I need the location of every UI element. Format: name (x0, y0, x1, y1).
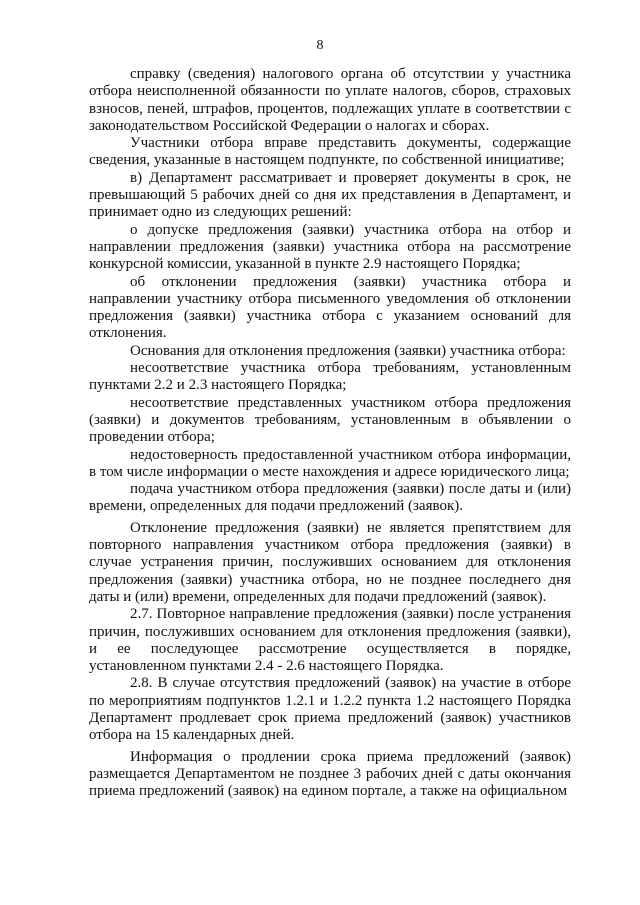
paragraph-ground-documents: несоответствие представленных участником отбора предложения (заявки) и документов требованиям, установленным в объявлении о проведении отбора; (89, 394, 571, 446)
paragraph-ground-requirements: несоответствие участника отбора требованиям, установленным пунктами 2.2 и 2.3 настоящего Порядка; (89, 360, 571, 394)
paragraph-tax-certificate: справку (сведения) налогового органа об отсутствии у участника отбора неисполненной обязанности по уплате налогов, сборов, страховых взносов, пеней, штрафов, процентов, подлежащих уплате в соответствии с законодательством Российской Федерации о налогах и сборах. (89, 66, 571, 134)
paragraph-ground-false-info: недостоверность предоставленной участником отбора информации, в том числе информации о месте нахождения и адресе юридического лица; (89, 446, 571, 480)
paragraph-extension-notice: Информация о продлении срока приема предложений (заявок) размещается Департаментом не позднее 3 рабочих дней с даты окончания приема предложений (заявок) на едином портале, а также на официальном (89, 748, 571, 800)
paragraph-section-2-8: 2.8. В случае отсутствия предложений (заявок) на участие в отборе по мероприятиям подпунктов 1.2.1 и 1.2.2 пункта 1.2 настоящего Порядка Департамент продлевает срок приема предложений (заявок) участников отбора на 15 календарных дней. (89, 675, 571, 744)
paragraph-rejection-grounds-heading: Основания для отклонения предложения (заявки) участника отбора: (130, 342, 566, 359)
paragraph-review-deadline: в) Департамент рассматривает и проверяет документы в срок, не превышающий 5 рабочих дней со дня их представления в Департамент, и принимает одно из следующих решений: (89, 169, 571, 221)
paragraph-resubmission-allowed: Отклонение предложения (заявки) не является препятствием для повторного направления участником отбора предложения (заявки) в случае устранения причин, послуживших основанием для отклонения предложения (заявки) участника отбора, но не позднее последнего дня даты и (или) времени, определенных для подачи предложений (заявок). (89, 519, 571, 605)
paragraph-rejection-decision: об отклонении предложения (заявки) участника отбора и направлении участнику отбора письменного уведомления об отклонении предложения (заявки) участника отбора с указанием оснований для отклонения. (89, 273, 571, 342)
paragraph-admission-decision: о допуске предложения (заявки) участника отбора на отбор и направлении предложения (заявки) участника отбора на рассмотрение конкурсной комиссии, указанной в пункте 2.9 настоящего Порядка; (89, 221, 571, 273)
page-number: 8 (316, 38, 324, 53)
paragraph-section-2-7: 2.7. Повторное направление предложения (заявки) после устранения причин, послуживших основанием для отклонения предложения (заявки), и ее последующее рассмотрение осуществляется в порядке, установленном пунктами 2.4 - 2.6 настоящего Порядка. (89, 606, 571, 675)
paragraph-own-initiative: Участники отбора вправе представить документы, содержащие сведения, указанные в настоящем подпункте, по собственной инициативе; (89, 135, 571, 169)
paragraph-ground-late-submission: подача участником отбора предложения (заявки) после даты и (или) времени, определенных для подачи предложений (заявок). (89, 481, 571, 515)
document-body (89, 66, 571, 800)
